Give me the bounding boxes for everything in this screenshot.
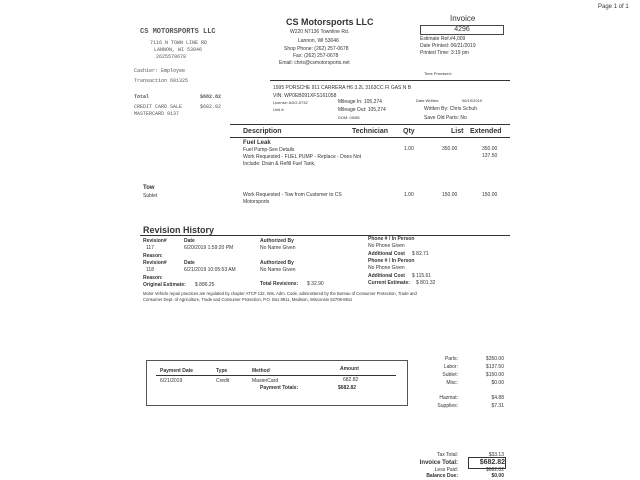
receipt-line: 7116 N TOWN LINE RD: [150, 40, 208, 46]
revision-date: 6/20/2019 1:59:20 PM: [184, 245, 234, 251]
vehicle-license: License: ADG-9732: [273, 100, 308, 105]
summary-value: $7.31: [491, 403, 504, 409]
vehicle-dom: DOM: 09/85: [338, 115, 360, 120]
date-written-label: Date Written:: [416, 98, 440, 103]
receipt-credit-value: $682.82: [200, 104, 222, 110]
total-revisions-label: Total Revisions:: [260, 281, 299, 287]
receipt-line: 2625570678: [156, 54, 187, 60]
payment-date: 6/21/2019: [160, 378, 183, 384]
divider: [140, 235, 510, 236]
shop-email: Email: chris@csmotorsports.net: [279, 60, 350, 66]
tax-total-label: Tax Total:: [436, 452, 458, 458]
date-written-value: 06/19/2019: [462, 98, 483, 103]
group-title: Tow: [143, 185, 155, 191]
revision-date: 6/21/2019 10:05:53 AM: [184, 267, 236, 273]
label-phone: Phone # / In Person: [368, 236, 415, 242]
revision-phone: No Phone Given: [368, 265, 405, 271]
revision-number: 117: [146, 245, 154, 251]
col-qty: Qty: [403, 128, 415, 135]
label-revision: Revision#: [143, 260, 167, 266]
label-reason: Reason:: [143, 275, 163, 281]
group-extended: 350.00: [482, 146, 498, 152]
disclaimer-line: Consumer Dept. of Agriculture, Trade and Consumer Protection, P.O. Box 8911, Madison, Wisconsin 53708-8911: [143, 297, 353, 302]
col-list: List: [451, 128, 464, 135]
page-label: Page 1 of 1: [598, 4, 629, 10]
summary-label: Sublet:: [442, 372, 458, 378]
tax-total-value: $33.13: [488, 452, 504, 458]
mileage-out: Mileage Out: 105,274: [338, 107, 386, 113]
revision-number: 118: [146, 267, 154, 273]
date-printed: Date Printed: 06/21/2019: [420, 43, 476, 49]
group-list: 150.00: [442, 192, 458, 198]
shop-fax: Fax: (262) 257-0678: [293, 53, 339, 59]
payment-col-amount: Amount: [340, 366, 359, 372]
receipt-transaction: Transaction 601325: [134, 78, 189, 84]
revision-authorized: No Name Given: [260, 245, 296, 251]
divider: [156, 375, 396, 376]
mileage-in: Mileage In: 105,274: [338, 99, 382, 105]
divider: [270, 80, 510, 81]
revision-title: Revision History: [143, 225, 215, 235]
payment-totals-value: $682.82: [338, 385, 357, 391]
receipt-total-label: Total: [134, 94, 150, 100]
receipt-stub: [128, 28, 230, 128]
receipt-card: MASTERCARD 9137: [134, 111, 180, 117]
col-description: Description: [243, 128, 282, 135]
invoice-total-label: Invoice Total:: [419, 460, 458, 466]
vehicle-vin: VIN: WP0EB091XFS161058: [273, 93, 337, 99]
shop-name: CS Motorsports LLC: [286, 17, 374, 27]
summary-label: Supplies:: [437, 403, 458, 409]
label-date: Date: [184, 260, 195, 266]
group-qty: 1.00: [404, 146, 414, 152]
group-line: Work Requested - FUEL PUMP - Replace - Does Not: [243, 154, 362, 160]
payment-type: Credit: [216, 378, 230, 384]
invoice-number: 4296: [420, 25, 504, 35]
shop-phone: Shop Phone: (262) 257-0678: [284, 46, 349, 52]
label-revision: Revision#: [143, 238, 167, 244]
label-additional: Additional Cost: [368, 251, 405, 257]
receipt-title: CS MOTORSPORTS LLC: [140, 28, 216, 36]
group-subtitle: Sublet: [143, 193, 158, 199]
group-line: Work Requested - Tow from Customer to CS: [243, 192, 342, 198]
group-subtitle: Fuel Pump-See Details: [243, 147, 295, 153]
summary-label: Misc:: [446, 380, 458, 386]
receipt-total-value: $682.82: [200, 94, 222, 100]
group-extended: 150.00: [482, 192, 498, 198]
label-additional: Additional Cost: [368, 273, 405, 279]
written-by: Written By: Chris Schuh: [424, 106, 477, 112]
less-paid-value: $682.82: [485, 467, 504, 473]
revision-phone: No Phone Given: [368, 243, 405, 249]
estimate-ref: Estimate Ref.#4,009: [420, 36, 466, 42]
summary-value: $137.50: [485, 364, 504, 370]
original-estimate-label: Original Estimate:: [143, 282, 186, 288]
label-reason: Reason:: [143, 253, 163, 259]
payment-totals-label: Payment Totals:: [260, 385, 299, 391]
receipt-credit-label: CREDIT CARD SALE: [134, 104, 183, 110]
group-list: 350.00: [442, 146, 458, 152]
receipt-cashier: Cashier: Employee: [134, 68, 186, 74]
shop-address1: W220 N7136 Townline Rd.: [290, 29, 350, 35]
group-extended: 137.50: [482, 153, 498, 159]
revision-authorized: No Name Given: [260, 267, 296, 273]
printed-time: Printed Time: 3:19 pm: [420, 50, 469, 56]
summary-label: Hazmat:: [439, 395, 458, 401]
summary-value: $4.88: [491, 395, 504, 401]
total-revisions-value: $ 32.90: [307, 281, 324, 287]
payment-amount: 682.82: [343, 377, 359, 383]
label-date: Date: [184, 238, 195, 244]
group-title: Fuel Leak: [243, 140, 271, 146]
divider: [230, 124, 510, 125]
less-paid-label: Less Paid:: [434, 467, 458, 473]
balance-due-label: Balance Due:: [426, 473, 458, 479]
group-qty: 1.00: [404, 192, 414, 198]
invoice-total-value: $682.82: [468, 457, 506, 469]
invoice-label: Invoice: [450, 14, 476, 23]
summary-value: $150.00: [485, 372, 504, 378]
current-estimate-label: Current Estimate:: [368, 280, 410, 286]
divider: [230, 137, 510, 138]
summary-value: $0.00: [491, 380, 504, 386]
original-estimate-value: $ 886.25: [195, 282, 215, 288]
label-authorized: Authorized By: [260, 238, 294, 244]
vehicle-unit: Unit #:: [273, 107, 285, 112]
revision-additional: $ 82.71: [412, 251, 429, 257]
group-line: Motorsports: [243, 199, 270, 205]
payment-col-date: Payment Date: [160, 368, 194, 374]
current-estimate-value: $ 801.32: [416, 280, 436, 286]
col-technician: Technician: [352, 128, 389, 135]
disclaimer-line: Motor Vehicle repair practices are regulated by chapter ATCP 132, Wis. Adm. Code, administered by the Bureau of Consumer Protection, Trade and: [143, 291, 417, 296]
receipt-line: LANNON, WI 53046: [154, 47, 203, 53]
label-authorized: Authorized By: [260, 260, 294, 266]
shop-address2: Lannon, WI 53046: [298, 38, 339, 44]
summary-label: Labor:: [443, 364, 458, 370]
payment-col-type: Type: [216, 368, 228, 374]
summary-value: $350.00: [485, 356, 504, 362]
balance-due-value: $0.00: [491, 473, 504, 479]
summary-label: Parts:: [444, 356, 458, 362]
payment-col-method: Method: [252, 368, 270, 374]
payment-method: MasterCard: [252, 378, 279, 384]
label-phone: Phone # / In Person: [368, 258, 415, 264]
group-line: Include: Drain & Refill Fuel Tank,: [243, 161, 316, 167]
time-promised: Time Promised:: [424, 71, 452, 76]
col-extended: Extended: [470, 128, 502, 135]
revision-additional: $ 115.61: [412, 273, 432, 279]
save-old-parts: Save Old Parts: No: [424, 115, 467, 121]
vehicle-description: 1995 PORSCHE 911 CARRERA H6 3.2L 3163CC FI GAS N B: [273, 85, 412, 91]
